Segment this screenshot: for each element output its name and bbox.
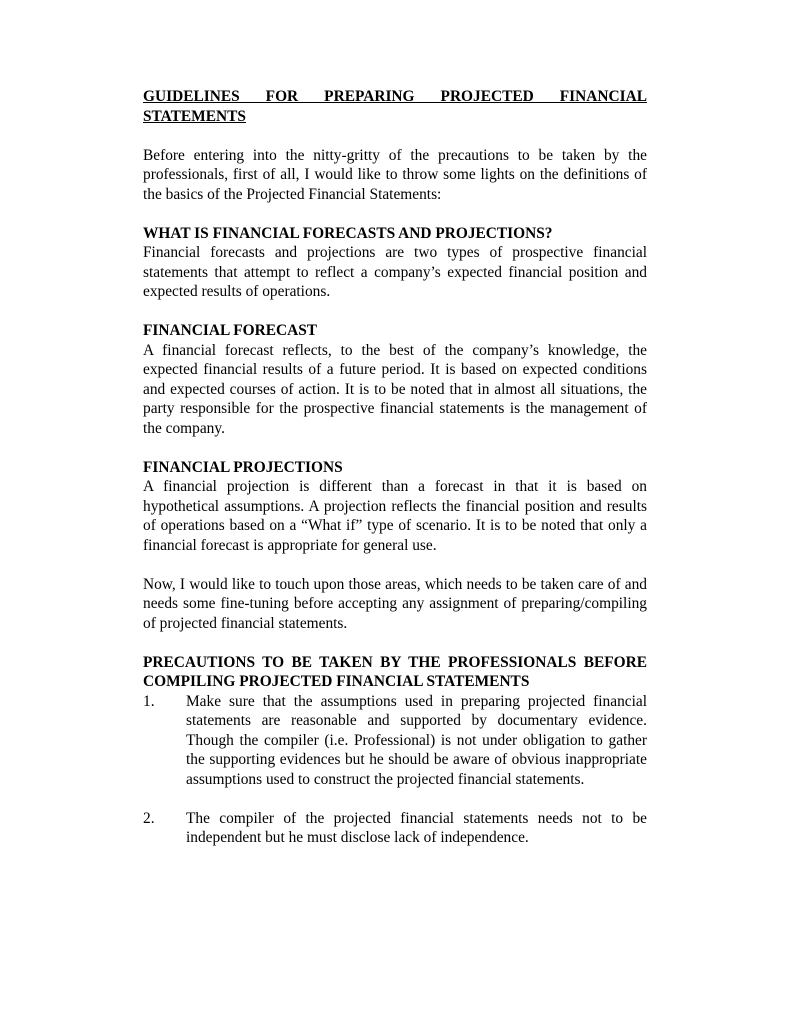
transition-paragraph: Now, I would like to touch upon those areas, which needs to be taken care of and needs some fine-tuning before accepting any assignment of preparing/compiling of projected financial statements. [143,575,647,632]
section-heading-financial-projections: FINANCIAL PROJECTIONS [143,458,343,476]
spacer [143,555,647,575]
spacer [143,204,647,224]
section-body-financial-forecast: A financial forecast reflects, to the best of the company’s knowledge, the expected financial results of a future period. It is based on expected conditions and expected courses of action. It is to be noted that in almost all situations, the party responsible for the prospective financial statements is the management of the company. [143,341,647,437]
section-heading-forecasts-projections: WHAT IS FINANCIAL FORECASTS AND PROJECTIONS? [143,224,553,242]
spacer [143,438,647,458]
precaution-number: 1. [143,692,155,710]
spacer [143,789,647,809]
precaution-text: Make sure that the assumptions used in preparing projected financial statements are reasonable and supported by documentary evidence. Though the compiler (i.e. Professional) is not under obligation to gather the supporting evidences but he should be aware of obvious inappropriate assumptions used to construct the projected financial statements. [186,692,647,788]
section-body-forecasts-projections: Financial forecasts and projections are two types of prospective financial statements that attempt to reflect a company’s expected financial position and expected results of operations. [143,244,647,300]
precaution-number: 2. [143,809,155,827]
document-page [143,87,647,848]
spacer [143,302,647,322]
precaution-item [143,809,647,848]
intro-paragraph: Before entering into the nitty-gritty of the precautions to be taken by the professionals, first of all, I would like to throw some lights on the definitions of the basics of the Projected Financial Statements: [143,146,647,203]
section-body-financial-projections: A financial projection is different than a forecast in that it is based on hypothetical assumptions. A projection reflects the financial position and results of operations based on a “What if” type of scenario. It is to be noted that only a financial forecast is appropriate for general use. [143,478,647,554]
spacer [143,633,647,653]
document-title: GUIDELINES FOR PREPARING PROJECTED FINANCIAL STATEMENTS [143,88,647,125]
section-heading-financial-forecast: FINANCIAL FORECAST [143,322,318,339]
precaution-text: The compiler of the projected financial statements needs not to be independent but he must disclose lack of independence. [186,809,647,846]
precautions-heading: PRECAUTIONS TO BE TAKEN BY THE PROFESSIONALS BEFORE COMPILING PROJECTED FINANCIAL STATEMENTS [143,653,647,690]
spacer [143,126,647,146]
precaution-item [143,692,647,790]
